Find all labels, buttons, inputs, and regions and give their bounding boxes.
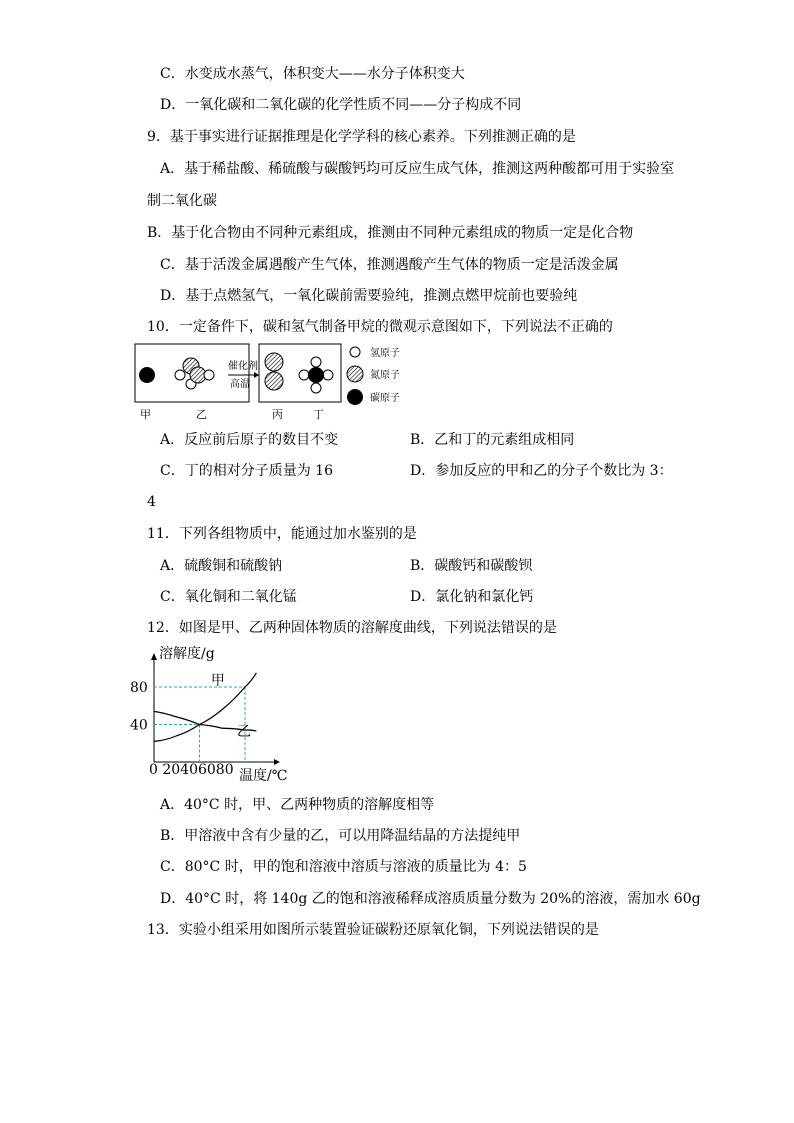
q12-stem: 12．如图是甲、乙两种固体物质的溶解度曲线，下列说法错误的是 — [147, 620, 557, 636]
hydrogen-atom — [311, 383, 321, 393]
q11-option-d: D．氯化钠和氯化钙 — [410, 589, 534, 605]
legend-carbon-label: 碳原子 — [370, 393, 400, 404]
y-axis-arrow — [151, 653, 157, 660]
nitrogen-atom — [265, 353, 283, 371]
q9-stem: 9．基于事实进行证据推理是化学学科的核心素养。下列推测正确的是 — [147, 129, 576, 145]
q12-option-a: A．40°C 时，甲、乙两种物质的溶解度相等 — [160, 797, 435, 813]
legend-hydrogen-icon — [350, 347, 360, 357]
q10-stem: 10．一定备件下，碳和氢气制备甲烷的微观示意图如下，下列说法不正确的 — [147, 319, 613, 335]
q10-option-b: B．乙和丁的元素组成相同 — [410, 432, 575, 448]
label-ding: 丁 — [313, 408, 324, 421]
catalyst-label: 催化剂 — [228, 361, 258, 372]
q10-micro-diagram — [130, 340, 430, 426]
hydrogen-atom — [175, 370, 185, 380]
q12-option-b: B．甲溶液中含有少量的乙，可以用降温结晶的方法提纯甲 — [160, 828, 521, 844]
q10-option-a: A．反应前后原子的数目不变 — [160, 432, 339, 448]
q9-option-a: A．基于稀盐酸、稀硫酸与碳酸钙均可反应生成气体，推测这两种酸都可用于实验室 — [160, 161, 675, 177]
carbon-atom — [139, 367, 155, 383]
q11-option-c: C．氧化铜和二氧化锰 — [160, 589, 297, 605]
legend-hydrogen-label: 氢原子 — [370, 348, 400, 359]
y-axis-label: 溶解度/g — [159, 646, 215, 662]
x-axis-arrow — [274, 759, 280, 765]
legend-carbon-icon — [347, 389, 363, 405]
q13-stem: 13．实验小组采用如图所示装置验证碳粉还原氧化铜，下列说法错误的是 — [147, 922, 599, 938]
q10-option-c: C．丁的相对分子质量为 16 — [160, 463, 333, 479]
q9-option-b: B．基于化合物由不同种元素组成，推测由不同种元素组成的物质一定是化合物 — [147, 225, 634, 241]
q9-option-c: C．基于活泼金属遇酸产生气体，推测遇酸产生气体的物质一定是活泼金属 — [160, 257, 619, 273]
label-yi: 乙 — [196, 408, 207, 421]
hydrogen-atom — [323, 370, 333, 380]
hydrogen-atom — [204, 370, 214, 380]
q8-option-c: C．水变成水蒸气，体积变大——水分子体积变大 — [160, 66, 465, 82]
nitrogen-atom — [265, 372, 283, 390]
carbon-atom — [308, 367, 324, 383]
legend-nitrogen-icon — [347, 366, 363, 382]
q12-option-d: D．40°C 时，将 140g 乙的饱和溶液稀释成溶质质量分数为 20%的溶液，需加水 60g — [160, 891, 701, 907]
q10-option-d: D．参加反应的甲和乙的分子个数比为 3： — [410, 463, 673, 479]
x-tick-labels: 0 20406080 — [149, 762, 234, 778]
q11-option-b: B．碳酸钙和碳酸钡 — [410, 558, 533, 574]
q8-option-d: D．一氧化碳和二氧化碳的化学性质不同——分子构成不同 — [160, 97, 522, 113]
q12-option-c: C．80°C 时，甲的饱和溶液中溶质与溶液的质量比为 4：5 — [160, 859, 527, 875]
y-tick-label-40: 40 — [130, 717, 148, 734]
condition-label: 高温 — [230, 379, 250, 390]
hydrogen-atom — [299, 370, 309, 380]
label-bing: 丙 — [272, 408, 283, 421]
q9-option-d: D．基于点燃氢气，一氧化碳前需要验纯，推测点燃甲烷前也要验纯 — [160, 288, 578, 304]
q9-option-a-cont: 制二氧化碳 — [147, 193, 217, 209]
hydrogen-atom — [311, 357, 321, 367]
series-label-乙: 乙 — [237, 723, 252, 740]
q11-stem: 11．下列各组物质中，能通过加水鉴别的是 — [147, 526, 417, 542]
q10-option-d-cont: 4 — [147, 494, 156, 510]
legend-nitrogen-label: 氮原子 — [370, 370, 400, 381]
solubility-chart — [125, 640, 300, 785]
y-tick-label-80: 80 — [130, 680, 148, 696]
series-label-甲: 甲 — [210, 673, 225, 690]
label-jia: 甲 — [140, 408, 151, 421]
x-axis-label: 温度/℃ — [239, 768, 288, 784]
q11-option-a: A．硫酸铜和硫酸钠 — [160, 558, 283, 574]
